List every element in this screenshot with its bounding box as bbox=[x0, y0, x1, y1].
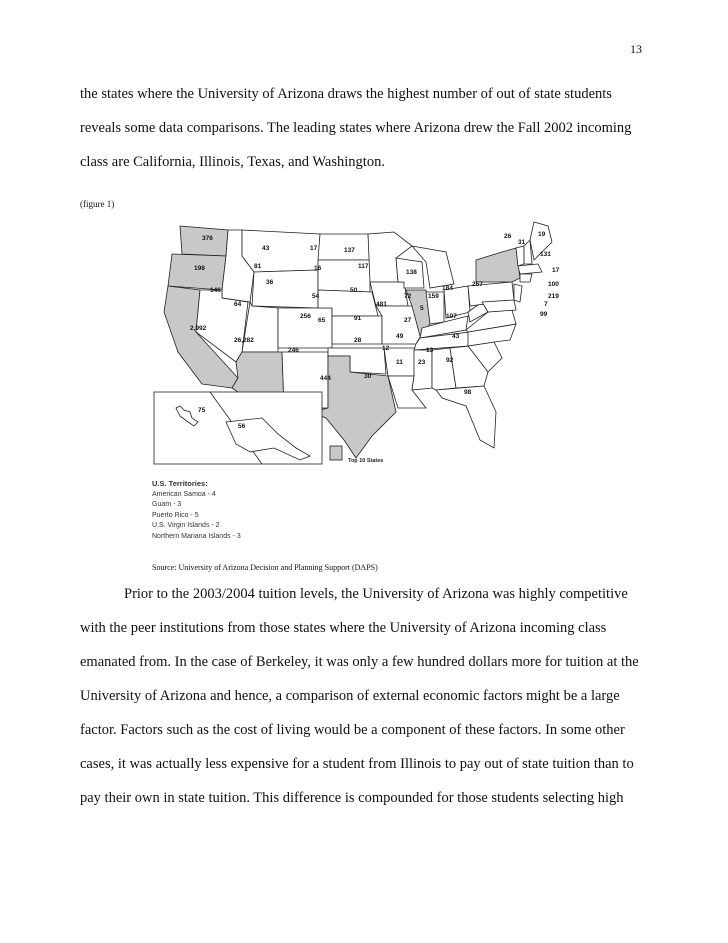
state-count-label: 100 bbox=[548, 281, 559, 288]
state-count-label: 7 bbox=[544, 301, 548, 308]
legend-swatch bbox=[330, 446, 342, 460]
state-count-label: 56 bbox=[238, 423, 246, 430]
text-line: class are California, Illinois, Texas, and Washington. bbox=[80, 154, 385, 170]
state-count-label: 65 bbox=[318, 317, 326, 324]
state-massachusetts bbox=[518, 264, 542, 274]
state-count-label: 17 bbox=[552, 267, 560, 274]
state-new-york bbox=[476, 248, 520, 282]
text-line: cases, it was actually less expensive for a student from Illinois to pay out of state tuition than to bbox=[80, 756, 634, 772]
state-mississippi bbox=[412, 350, 432, 390]
state-count-label: 17 bbox=[310, 245, 318, 252]
text-line: University of Arizona and hence, a comparison of external economic factors might be a large bbox=[80, 688, 620, 704]
state-count-label: 219 bbox=[548, 293, 559, 300]
state-count-label: 75 bbox=[198, 407, 206, 414]
state-count-label: 11 bbox=[396, 359, 403, 366]
state-count-label: 2,992 bbox=[190, 325, 207, 332]
state-count-label: 92 bbox=[446, 357, 454, 364]
state-count-label: 31 bbox=[518, 239, 526, 246]
state-count-label: 43 bbox=[262, 245, 270, 252]
text-line: factor. Factors such as the cost of living would be a component of these factors. In some other bbox=[80, 722, 625, 738]
state-count-label: 117 bbox=[358, 263, 369, 270]
text-line: the states where the University of Arizona draws the highest number of out of state students bbox=[80, 86, 612, 102]
text-line: pay their own in state tuition. This difference is compounded for those students selecting high bbox=[80, 790, 624, 806]
state-oregon bbox=[168, 254, 226, 290]
state-count-label: 444 bbox=[320, 375, 331, 382]
territory-item: American Samoa - 4 bbox=[152, 490, 216, 498]
state-count-label: 91 bbox=[354, 315, 362, 322]
state-count-label: 23 bbox=[418, 359, 426, 366]
us-map bbox=[150, 212, 570, 482]
state-count-label: 16 bbox=[314, 265, 322, 272]
state-count-label: 28 bbox=[354, 337, 362, 344]
state-count-label: 107 bbox=[446, 313, 457, 320]
legend-label: Top 10 States bbox=[348, 458, 384, 464]
state-count-label: 13 bbox=[426, 347, 434, 354]
state-count-label: 98 bbox=[464, 389, 472, 396]
state-count-label: 481 bbox=[376, 301, 387, 308]
state-count-label: 27 bbox=[404, 317, 412, 324]
paragraph-intro bbox=[80, 77, 660, 179]
state-count-label: 19 bbox=[538, 231, 546, 238]
territory-item: Guam - 3 bbox=[152, 501, 182, 508]
state-count-label: 81 bbox=[254, 263, 262, 270]
state-count-label: 12 bbox=[382, 345, 390, 352]
state-count-label: 198 bbox=[194, 265, 205, 272]
state-connecticut bbox=[520, 274, 532, 282]
figure-source: Source: University of Arizona Decision and Planning Support (DAPS) bbox=[152, 563, 378, 572]
state-count-label: 267 bbox=[472, 281, 483, 288]
state-count-label: 137 bbox=[344, 247, 355, 254]
text-line: reveals some data comparisons. The leading states where Arizona drew the Fall 2002 incoming bbox=[80, 120, 632, 136]
state-count-label: 99 bbox=[540, 311, 548, 318]
state-count-label: 30 bbox=[364, 373, 372, 380]
territories-list bbox=[152, 479, 241, 542]
state-count-label: 138 bbox=[406, 269, 417, 276]
text-line: Prior to the 2003/2004 tuition levels, the University of Arizona was highly competitive bbox=[124, 586, 628, 602]
territories-heading: U.S. Territories: bbox=[152, 479, 208, 488]
state-count-label: 131 bbox=[540, 251, 551, 258]
state-wyoming bbox=[252, 270, 318, 308]
state-count-label: 36 bbox=[266, 279, 274, 286]
page-number: 13 bbox=[630, 42, 642, 56]
state-count-label: 64 bbox=[234, 301, 242, 308]
state-count-label: 54 bbox=[312, 293, 320, 300]
state-count-label: 50 bbox=[350, 287, 358, 294]
state-count-label: 146 bbox=[210, 287, 221, 294]
state-count-label: 159 bbox=[428, 293, 439, 300]
state-count-label: 26 bbox=[504, 233, 512, 240]
state-count-label: 26,282 bbox=[234, 337, 254, 344]
us-states-map-figure bbox=[150, 212, 570, 482]
figure-label: (figure 1) bbox=[80, 199, 115, 209]
state-count-label: 5 bbox=[420, 305, 424, 312]
paragraph-main bbox=[80, 577, 660, 815]
state-count-label: 246 bbox=[288, 347, 299, 354]
territory-item: U.S. Virgin Islands - 2 bbox=[152, 522, 220, 529]
state-count-label: 256 bbox=[300, 313, 311, 320]
text-line: emanated from. In the case of Berkeley, it was only a few hundred dollars more for tuition at the bbox=[80, 654, 639, 670]
state-count-label: 184 bbox=[442, 285, 453, 292]
state-maryland bbox=[482, 300, 516, 312]
territory-item: Northern Mariana Islands - 3 bbox=[152, 532, 241, 540]
state-count-label: 72 bbox=[404, 293, 412, 300]
state-count-label: 43 bbox=[452, 333, 460, 340]
state-count-label: 376 bbox=[202, 235, 213, 242]
territory-item: Puerto Rico - 5 bbox=[152, 511, 199, 519]
state-count-label: 49 bbox=[396, 333, 404, 340]
text-line: with the peer institutions from those states where the University of Arizona incoming class bbox=[80, 620, 607, 636]
state-new-jersey bbox=[514, 284, 522, 302]
